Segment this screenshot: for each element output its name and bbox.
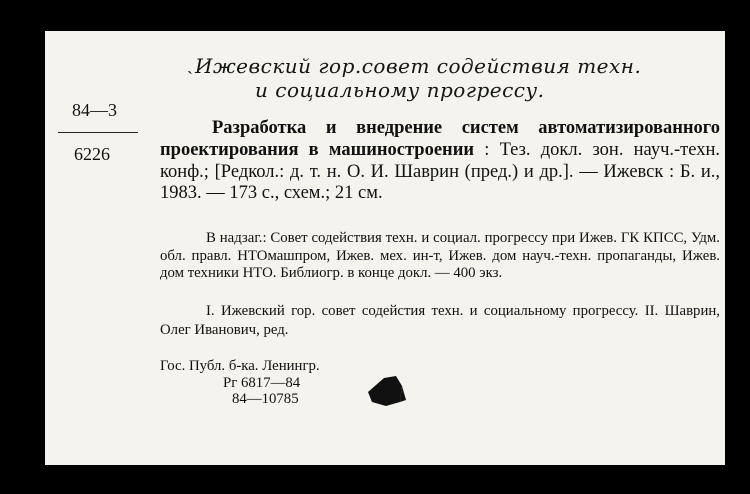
tracing-text: I. Ижевский гор. совет содейстия техн. и социальному прогрессу. II. Шаврин, Олег Иванович, ред. [160,303,720,338]
card-number: 6226 [74,144,110,164]
handwritten-tick-mark: ˎ [187,54,193,74]
book-title: Разработка и внедрение систем автоматизированного проектирования в машиностроении [160,118,720,160]
handwritten-note-line-1: Ижевский гор.совет содействия техн. [195,54,642,78]
handwritten-note [195,54,735,102]
ink-blot-mark [362,372,406,408]
classification-index: 84—3 [72,100,117,120]
classification-divider [58,132,138,133]
registration-number: Рг 6817—84 [223,374,301,391]
library-name: Гос. Публ. б-ка. Ленингр. [160,358,320,374]
annotation-note [160,230,720,283]
publication-details: : Тез. докл. зон. науч.-техн. конф.; [Редкол.: д. т. н. О. И. Шаврин (пред.) и др.]. — Ижевск : Б. и., 1983. — 173 с., схем.; 21 см. [160,139,720,204]
tracing-entries [160,302,720,340]
handwritten-note-line-2: и социальному прогрессу. [255,78,545,102]
annotation-text: В надзаг.: Совет содействия техн. и социал. прогрессу при Ижев. ГК КПСС, Удм. обл. правл. НТОмашпром, Ижев. мех. ин-т, Ижев. дом науч.-техн. пропаганды, Ижев. дом техники НТО. Библиогр. в конце докл. — 400 экз. [160,230,720,282]
accession-number: 84—10785 [232,391,299,407]
bibliographic-description [160,118,720,205]
library-stamp-info [160,358,320,408]
